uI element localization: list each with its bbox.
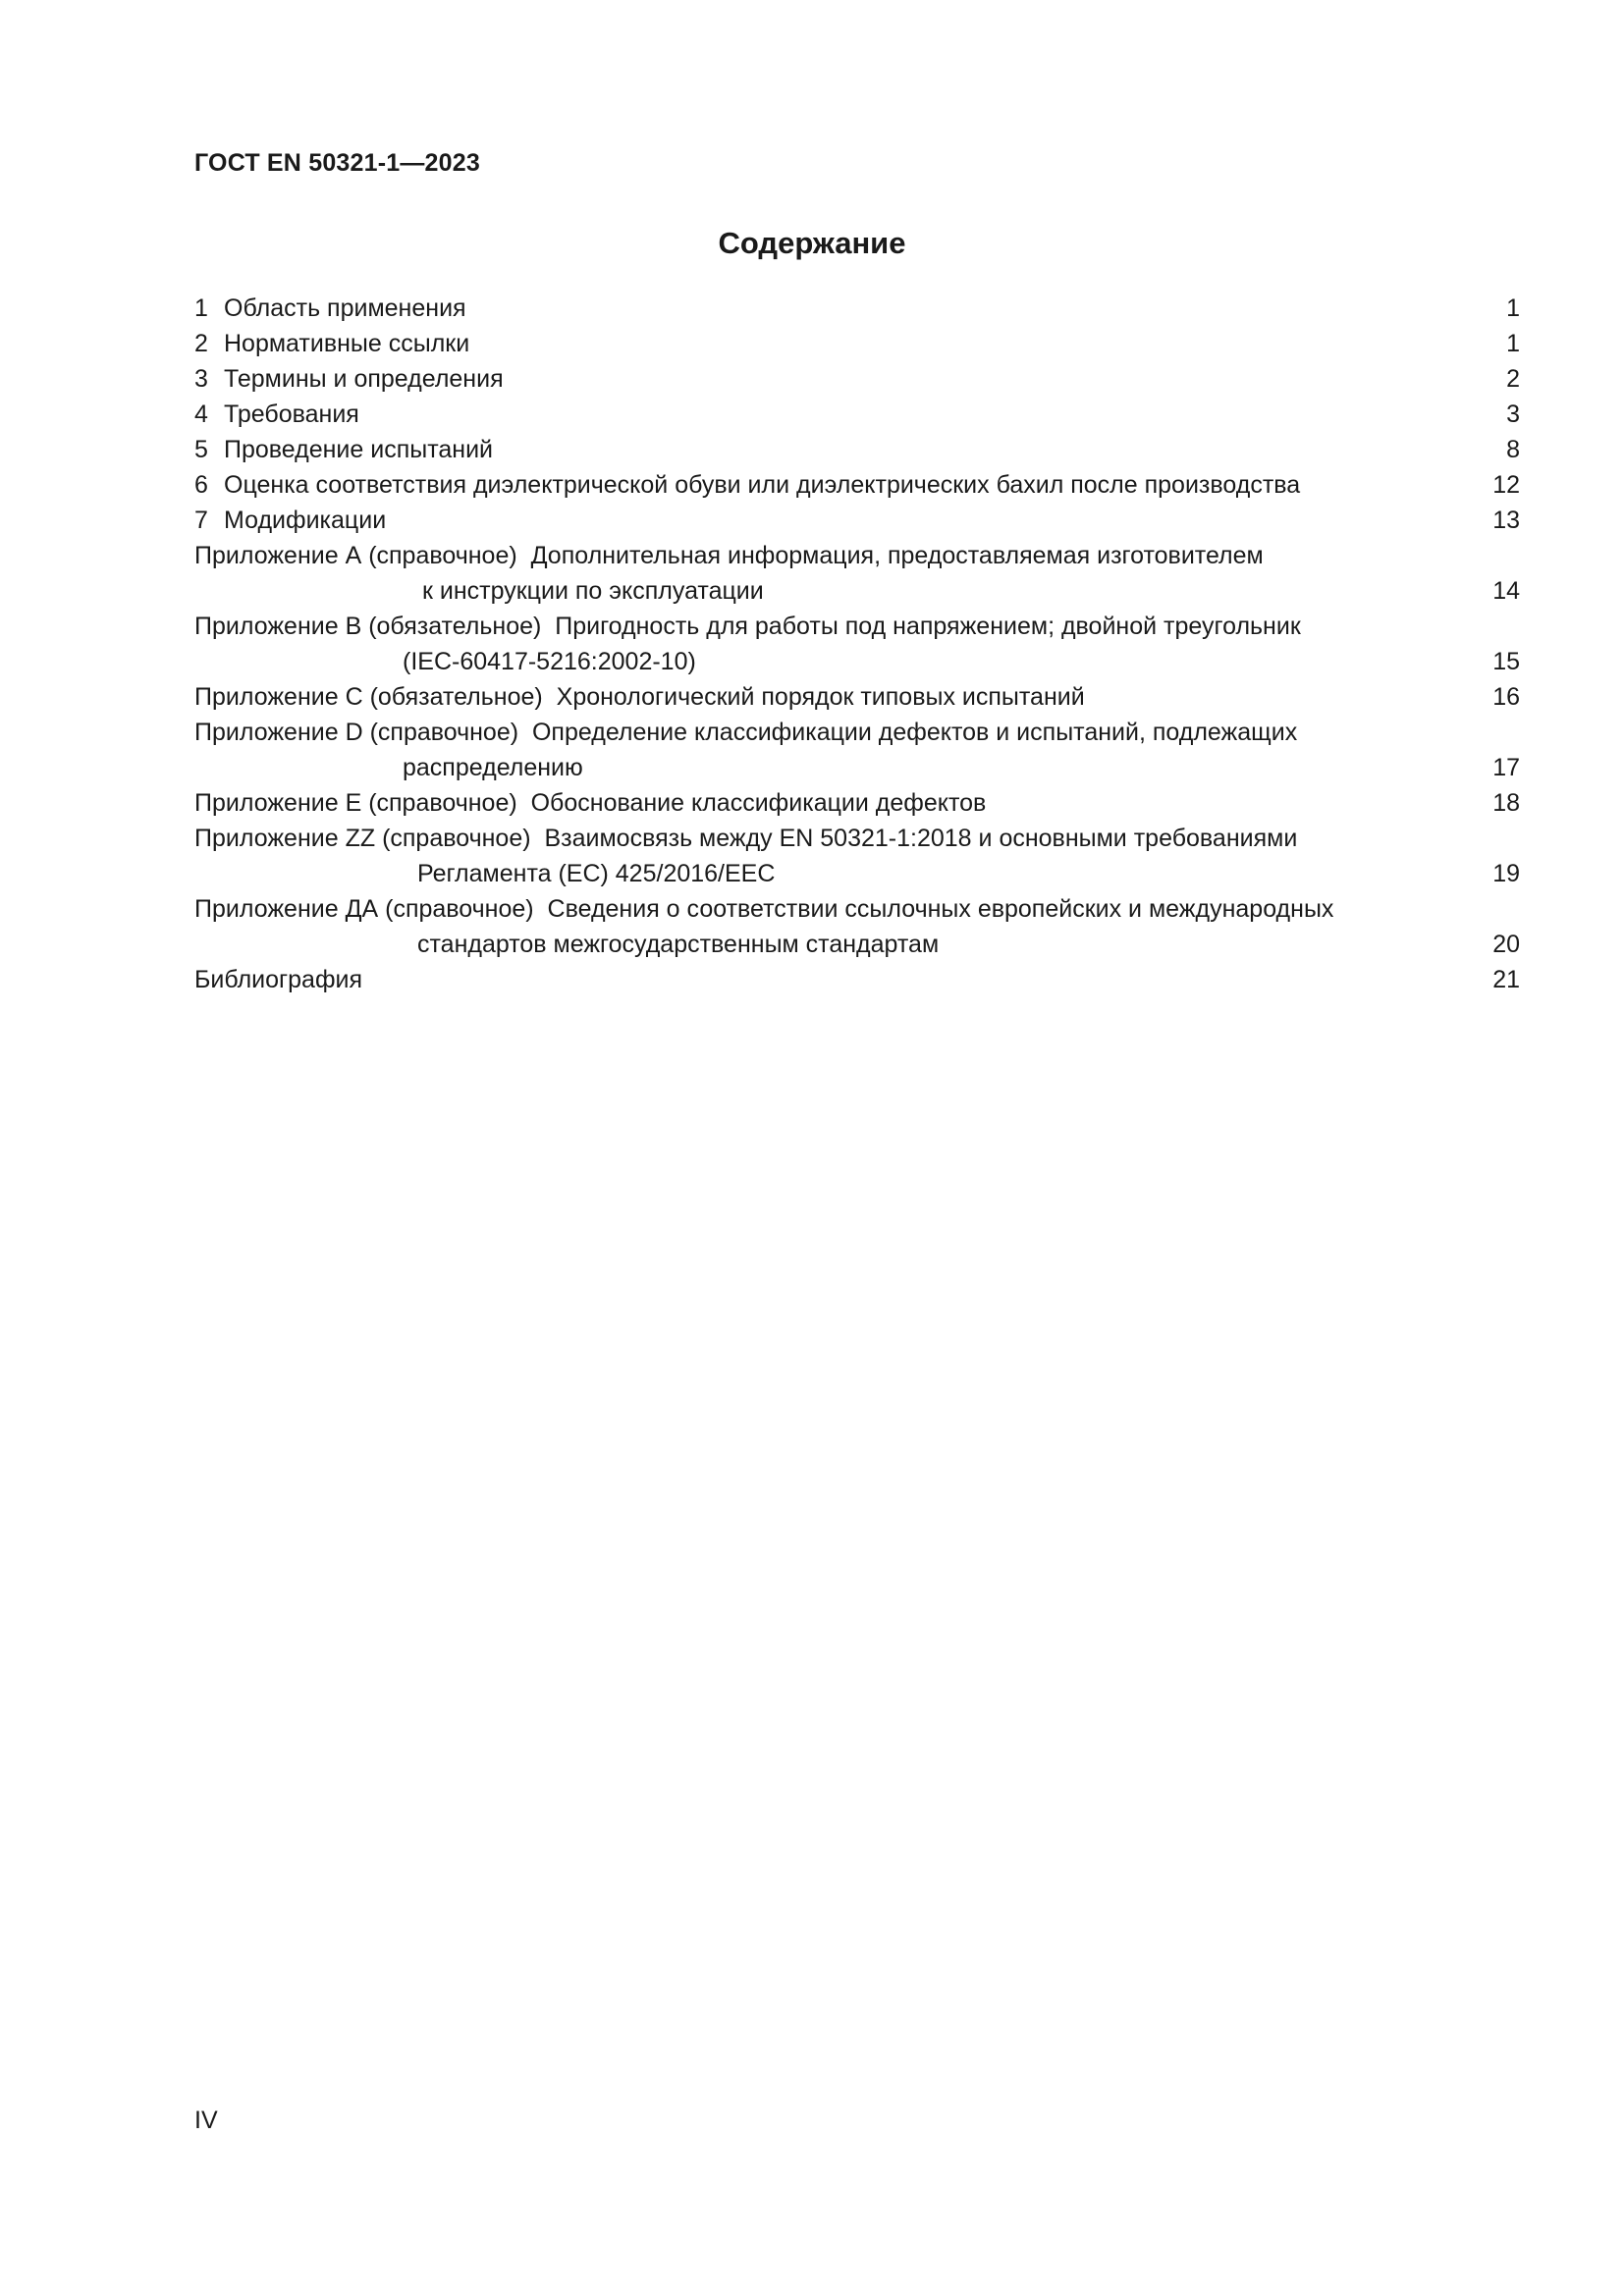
toc-entry[interactable] [194, 291, 1520, 326]
appendix-title: Обоснование классификации дефектов [530, 789, 987, 817]
appendix-prefix: Приложение Е (справочное) [194, 789, 517, 817]
toc-entry-label: Модификации [224, 507, 387, 534]
toc-entry-label: Проведение испытаний [224, 436, 494, 463]
toc-entry-page: 3 [1506, 400, 1520, 428]
toc-entry-number: 7 [194, 507, 208, 534]
appendix-title: Хронологический порядок типовых испытаний [556, 683, 1085, 711]
toc-entry[interactable] [194, 326, 1520, 361]
toc-entry-label: Требования [224, 400, 359, 428]
appendix-title-continued: к инструкции по эксплуатации [422, 577, 764, 605]
toc-appendix-entry[interactable] [194, 891, 1520, 962]
toc-entry-label: Нормативные ссылки [224, 330, 470, 357]
appendix-prefix: Приложение ДА (справочное) [194, 895, 534, 923]
document-code: ГОСТ EN 50321-1—2023 [194, 149, 480, 177]
toc-entry[interactable] [194, 432, 1520, 467]
toc-entry-page: 15 [1492, 648, 1520, 675]
toc-entry[interactable] [194, 503, 1520, 538]
page-number: IV [194, 2107, 218, 2134]
table-of-contents [194, 291, 1520, 997]
toc-entry-page: 13 [1492, 507, 1520, 534]
toc-entry-number: 4 [194, 400, 208, 428]
toc-entry-number: 6 [194, 471, 208, 499]
appendix-title-continued: Регламента (ЕС) 425/2016/EEC [417, 860, 776, 887]
toc-entry-page: 17 [1492, 754, 1520, 781]
toc-entry-bibliography[interactable] [194, 962, 1520, 997]
toc-entry-number: 5 [194, 436, 208, 463]
appendix-title: Взаимосвязь между EN 50321-1:2018 и основными требованиями [544, 825, 1298, 852]
toc-entry-page: 21 [1492, 966, 1520, 993]
toc-entry-label: Оценка соответствия диэлектрической обуви или диэлектрических бахил после производства [224, 471, 1301, 499]
toc-entry-label: Область применения [224, 294, 466, 322]
toc-entry-label: Термины и определения [224, 365, 504, 393]
toc-appendix-entry[interactable] [194, 821, 1520, 891]
appendix-prefix: Приложение ZZ (справочное) [194, 825, 531, 852]
toc-entry-number: 1 [194, 294, 208, 322]
toc-entry-page: 19 [1492, 860, 1520, 887]
toc-appendix-entry[interactable] [194, 715, 1520, 785]
toc-entry[interactable] [194, 361, 1520, 397]
toc-entry[interactable] [194, 467, 1520, 503]
toc-appendix-entry[interactable] [194, 679, 1520, 715]
toc-entry-page: 8 [1506, 436, 1520, 463]
appendix-title-continued: (IEC-60417-5216:2002-10) [403, 648, 696, 675]
toc-entry-page: 20 [1492, 931, 1520, 958]
toc-entry[interactable] [194, 397, 1520, 432]
toc-appendix-entry[interactable] [194, 785, 1520, 821]
appendix-prefix: Приложение А (справочное) [194, 542, 517, 569]
toc-entry-label: Библиография [194, 966, 363, 993]
page-title: Содержание [718, 226, 906, 260]
appendix-title: Определение классификации дефектов и испытаний, подлежащих [531, 719, 1298, 746]
appendix-title: Дополнительная информация, предоставляемая изготовителем [530, 542, 1264, 569]
appendix-prefix: Приложение В (обязательное) [194, 613, 542, 640]
toc-entry-page: 14 [1492, 577, 1520, 605]
appendix-prefix: Приложение С (обязательное) [194, 683, 543, 711]
toc-entry-page: 1 [1506, 330, 1520, 357]
toc-appendix-entry[interactable] [194, 609, 1520, 679]
toc-appendix-entry[interactable] [194, 538, 1520, 609]
toc-entry-page: 12 [1492, 471, 1520, 499]
toc-entry-page: 18 [1492, 789, 1520, 817]
toc-entry-page: 1 [1506, 294, 1520, 322]
appendix-title: Сведения о соответствии ссылочных европейских и международных [547, 895, 1334, 923]
appendix-title: Пригодность для работы под напряжением; двойной треугольник [555, 613, 1301, 640]
toc-entry-number: 3 [194, 365, 208, 393]
toc-entry-page: 2 [1506, 365, 1520, 393]
appendix-prefix: Приложение D (справочное) [194, 719, 519, 746]
toc-entry-number: 2 [194, 330, 208, 357]
toc-entry-page: 16 [1492, 683, 1520, 711]
appendix-title-continued: распределению [403, 754, 583, 781]
appendix-title-continued: стандартов межгосударственным стандартам [417, 931, 940, 958]
